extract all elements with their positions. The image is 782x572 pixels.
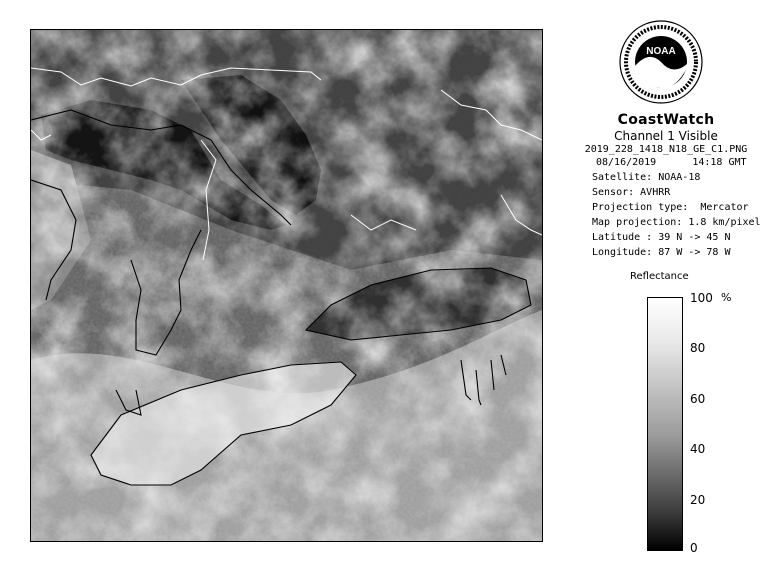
- brand-title: CoastWatch: [617, 112, 715, 128]
- datetime-label: 08/16/2019 14:18 GMT: [596, 157, 747, 168]
- tick-label: 80: [690, 341, 706, 355]
- satellite-image: [30, 29, 543, 542]
- reflectance-colorbar: [647, 297, 683, 551]
- tick-label: 100: [690, 291, 713, 305]
- tick-label: 60: [690, 392, 706, 406]
- tick-label: 40: [690, 442, 706, 456]
- satellite-label: Satellite: NOAA-18: [592, 172, 701, 183]
- latitude-label: Latitude : 39 N -> 45 N: [592, 232, 731, 243]
- longitude-label: Longitude: 87 W -> 78 W: [592, 247, 731, 258]
- noaa-logo: [619, 20, 703, 104]
- svg-text:NOAA: NOAA: [646, 46, 676, 57]
- metadata-panel: [566, 112, 766, 260]
- coastline-map: [31, 30, 542, 541]
- projection-type-label: Projection type: Mercator: [592, 202, 749, 213]
- legend-unit: %: [721, 291, 732, 304]
- tick-label: 0: [690, 541, 698, 555]
- legend-title: Reflectance: [630, 271, 689, 282]
- sensor-label: Sensor: AVHRR: [592, 187, 671, 198]
- channel-label: Channel 1 Visible: [614, 129, 718, 143]
- filename-label: 2019_228_1418_N18_GE_C1.PNG: [584, 144, 748, 155]
- tick-label: 20: [690, 493, 706, 507]
- map-projection-label: Map projection: 1.8 km/pixel: [592, 217, 761, 228]
